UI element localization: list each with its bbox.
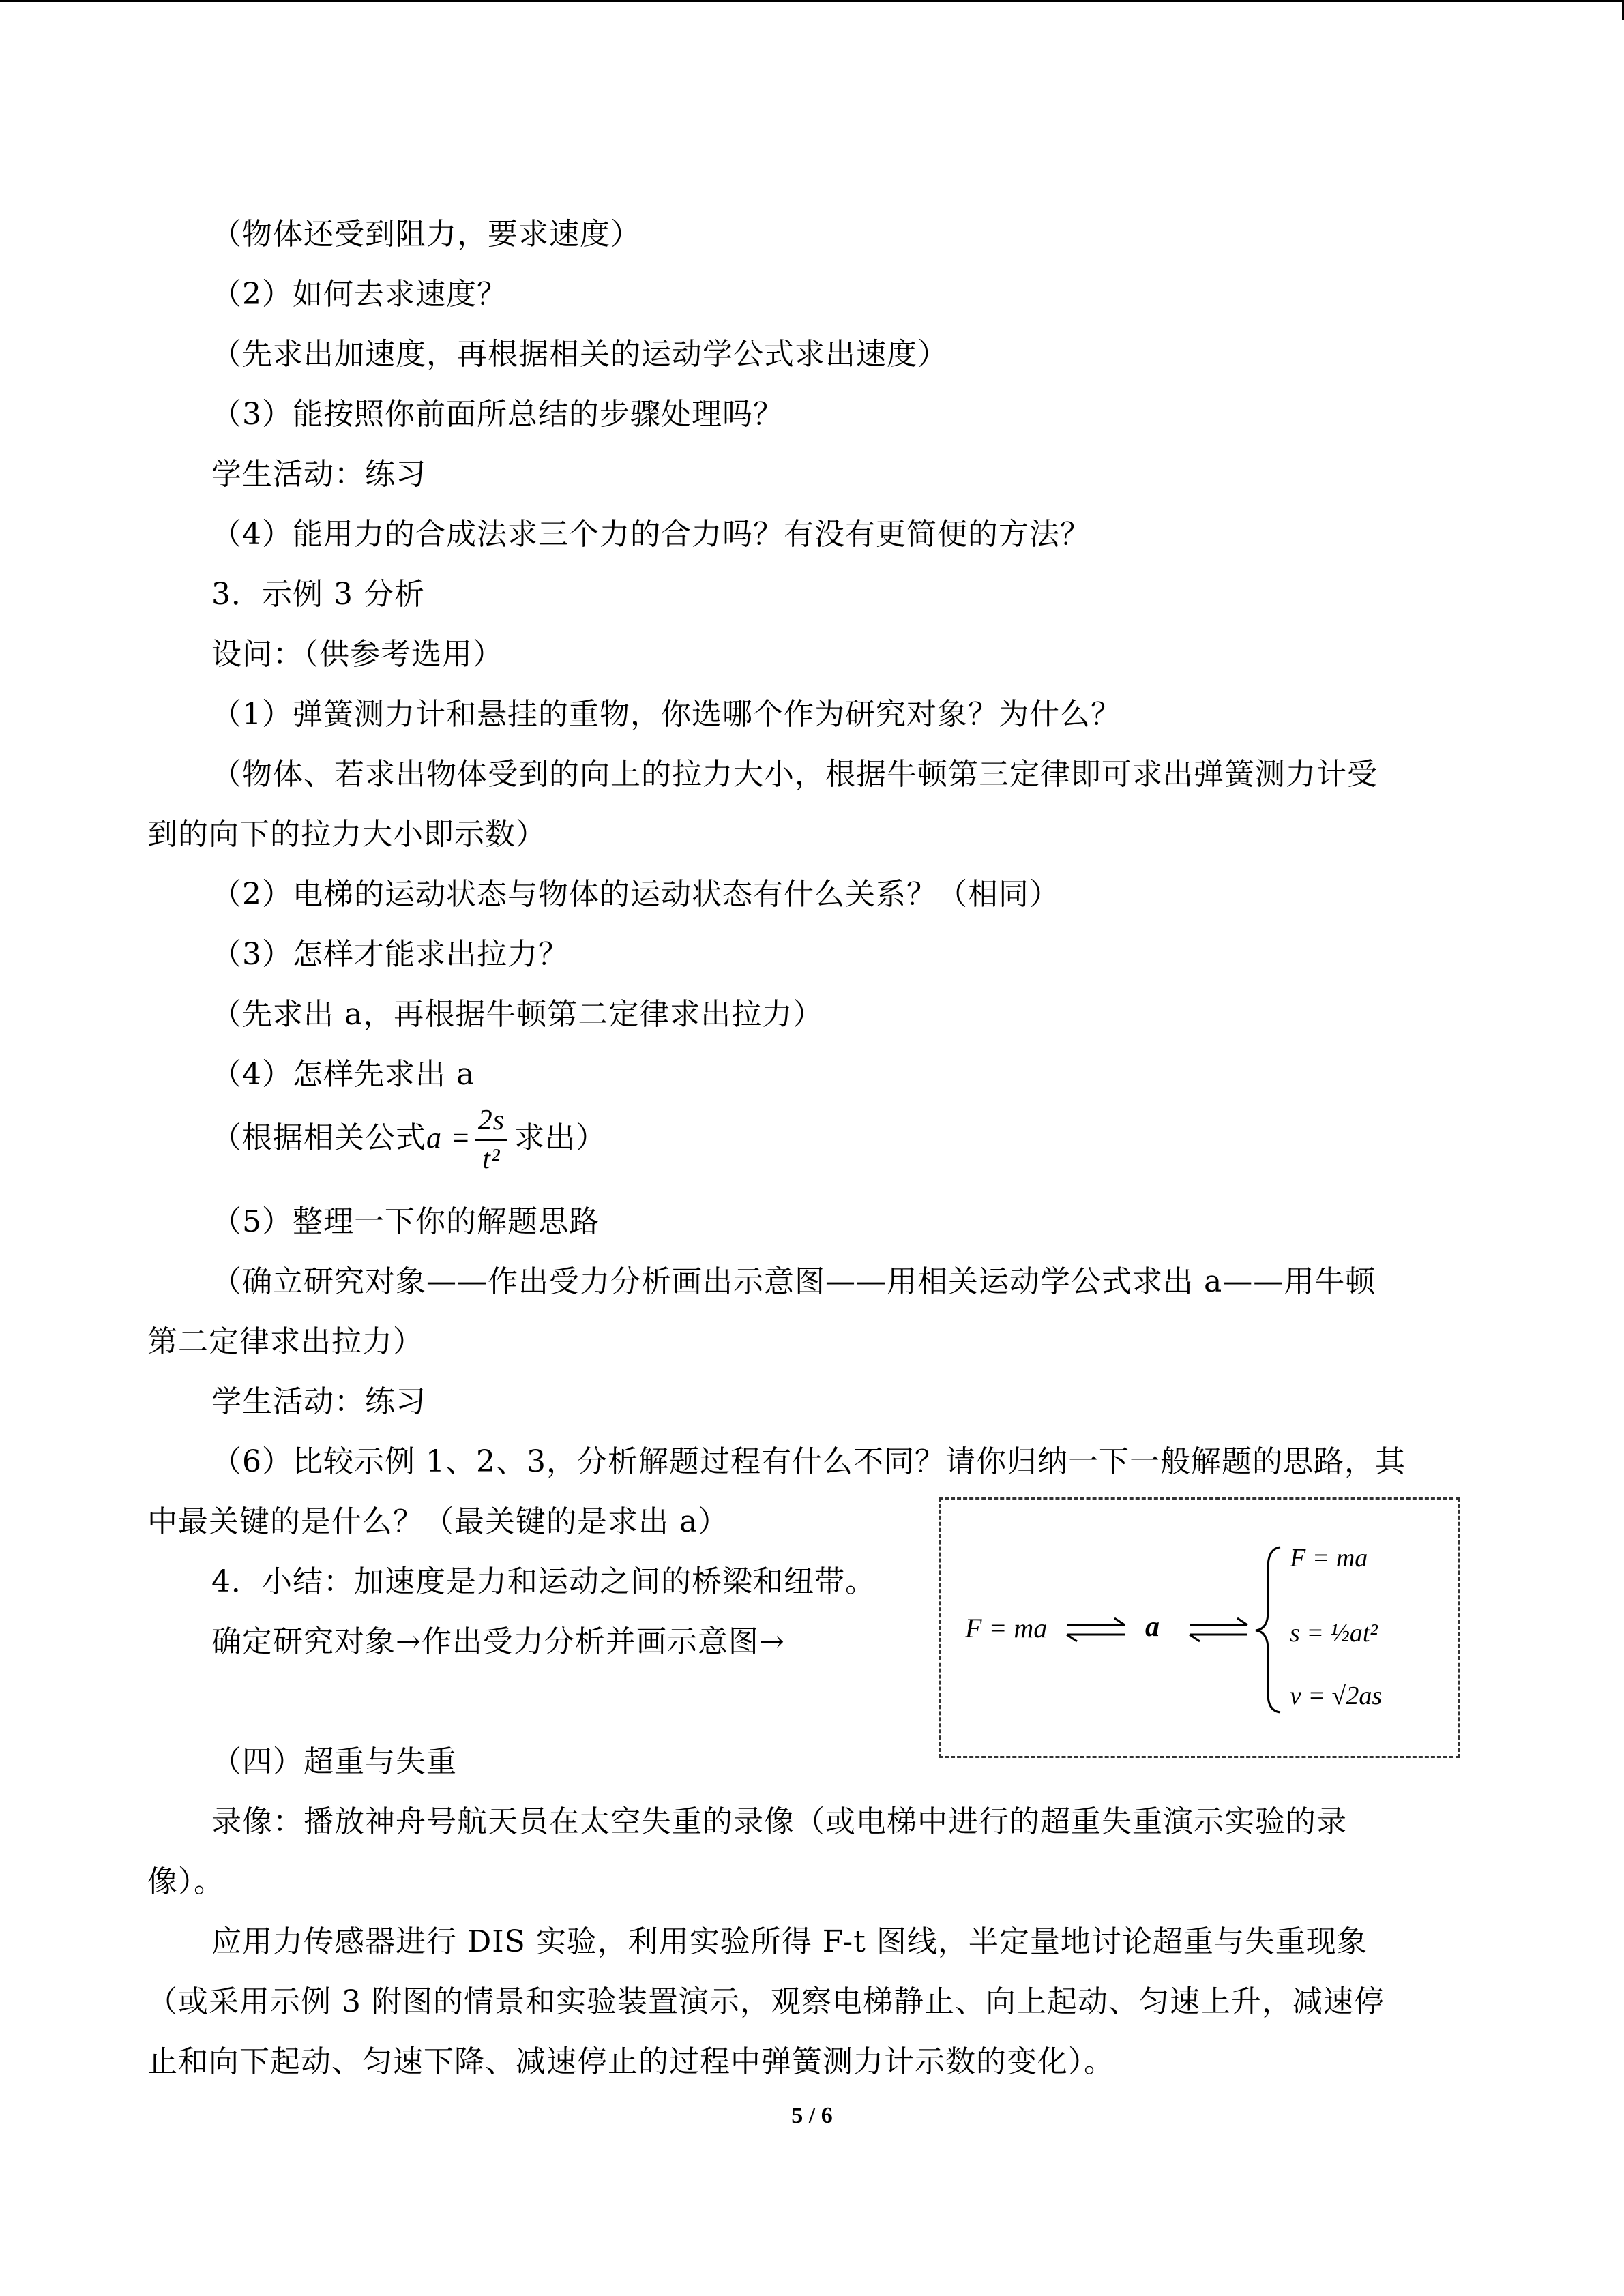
section-heading: （四）超重与失重 <box>211 1744 457 1779</box>
text-line: 学生活动：练习 <box>211 1384 426 1419</box>
formula-prefix: （根据相关公式 <box>211 1120 426 1155</box>
text-line: 4．小结：加速度是力和运动之间的桥梁和纽带。 <box>211 1564 876 1599</box>
text-line: 学生活动：练习 <box>211 457 426 492</box>
text-line: 第二定律求出拉力） <box>147 1324 424 1359</box>
text-line: 应用力传感器进行 DIS 实验，利用实验所得 F-t 图线，半定量地讨论超重与失重现象 <box>211 1924 1368 1959</box>
equilibrium-arrow-left-icon <box>1067 1618 1125 1641</box>
text-line: 止和向下起动、匀速下降、减速停止的过程中弹簧测力计示数的变化）。 <box>147 2044 1114 2079</box>
text-line: （确立研究对象——作出受力分析画出示意图——用相关运动学公式求出 a——用牛顿 <box>211 1264 1376 1299</box>
section-heading: 3．示例 3 分析 <box>211 577 425 612</box>
page-number: 5 / 6 <box>791 2103 833 2128</box>
text-line: （或采用示例 3 附图的情景和实验装置演示，观察电梯静止、向上起动、匀速上升，减速停 <box>147 1984 1385 2019</box>
text-line: （先求出加速度，再根据相关的运动学公式求出速度） <box>211 337 948 372</box>
text-line: （先求出 a，再根据牛顿第二定律求出拉力） <box>211 997 824 1032</box>
text-line: 设问：（供参考选用） <box>211 637 503 672</box>
formula-fraction <box>475 1106 507 1174</box>
text-line: （5）整理一下你的解题思路 <box>211 1204 600 1239</box>
text-line: （物体、若求出物体受到的向上的拉力大小，根据牛顿第三定律即可求出弹簧测力计受 <box>211 757 1378 792</box>
text-line: 到的向下的拉力大小即示数） <box>147 817 546 852</box>
text-line: 中最关键的是什么？（最关键的是求出 a） <box>147 1504 729 1539</box>
formula-line <box>211 1101 606 1176</box>
text-line: （4）怎样先求出 a <box>211 1057 475 1092</box>
text-line: （2）电梯的运动状态与物体的运动状态有什么关系？（相同） <box>211 877 1060 912</box>
diagram-center-symbol: a <box>1145 1611 1160 1643</box>
diagram-right-formula-1: F = ma <box>1290 1544 1368 1572</box>
text-line: 像）。 <box>147 1864 224 1899</box>
diagram-left-formula: F = ma <box>965 1613 1048 1643</box>
text-line: （2）如何去求速度？ <box>211 277 507 312</box>
text-line: 录像：播放神舟号航天员在太空失重的录像（或电梯中进行的超重失重演示实验的录 <box>211 1804 1347 1839</box>
equilibrium-arrow-right-icon <box>1190 1618 1247 1641</box>
text-line: 确定研究对象→作出受力分析并画示意图→ <box>211 1624 785 1659</box>
text-line: （3）怎样才能求出拉力？ <box>211 937 569 972</box>
formula-denominator: t² <box>482 1144 501 1175</box>
formula-lhs: a = <box>426 1121 471 1154</box>
diagram-right-formula-3: v = √2as <box>1290 1682 1383 1710</box>
formula-suffix: 求出） <box>514 1120 607 1155</box>
formula-numerator: 2s <box>475 1106 507 1141</box>
diagram-right-formula-2: s = ½at² <box>1290 1619 1378 1648</box>
page-top-border <box>0 0 1624 2</box>
text-line: （1）弹簧测力计和悬挂的重物，你选哪个作为研究对象？为什么？ <box>211 697 1121 732</box>
text-line: （6）比较示例 1、2、3，分析解题过程有什么不同？请你归纳一下一般解题的思路，其 <box>211 1444 1406 1479</box>
text-line: （物体还受到阻力，要求速度） <box>211 217 641 252</box>
text-line: （4）能用力的合成法求三个力的合力吗？有没有更简便的方法？ <box>211 517 1091 552</box>
text-line: （3）能按照你前面所总结的步骤处理吗？ <box>211 397 784 432</box>
brace-icon <box>1256 1547 1280 1712</box>
summary-diagram-box <box>939 1497 1460 1758</box>
summary-diagram <box>941 1500 1453 1752</box>
